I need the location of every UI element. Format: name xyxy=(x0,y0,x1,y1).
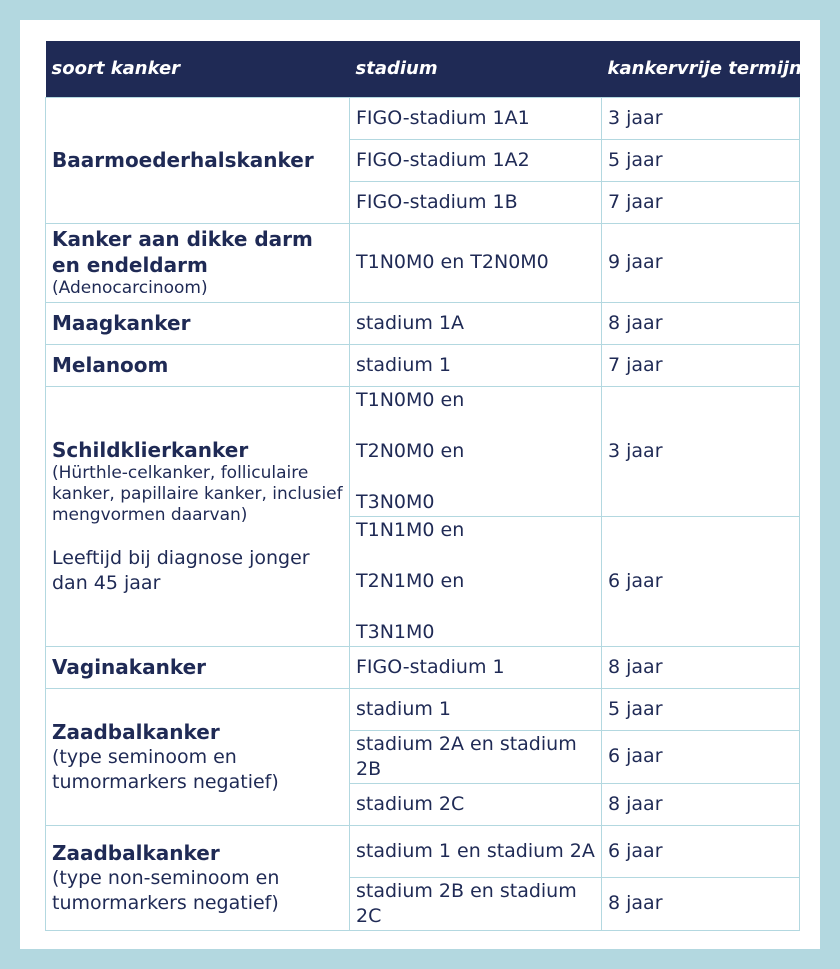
termijn-cell: 8 jaar xyxy=(602,646,800,688)
cancer-subtype: (Hürthle-celkanker, folliculaire kanker, papillaire kanker, inclusief mengvormen daarvan) xyxy=(52,462,343,525)
termijn-cell: 3 jaar xyxy=(602,97,800,139)
table-row xyxy=(46,386,800,516)
table-row xyxy=(46,302,800,344)
cancer-type-cell xyxy=(46,688,350,825)
termijn-cell: 6 jaar xyxy=(602,730,800,783)
table-row xyxy=(46,344,800,386)
cancer-name: Schildklierkanker xyxy=(52,437,249,462)
cancer-subtype: (Adenocarcinoom) xyxy=(52,278,208,298)
stadium-line: T2N0M0 en xyxy=(356,439,465,462)
cancer-name: Maagkanker xyxy=(52,311,191,335)
stadium-cell xyxy=(350,516,602,646)
header-kankervrije-termijn: kankervrije termijn xyxy=(602,41,800,97)
cancer-name: Melanoom xyxy=(52,353,169,377)
cancer-type-cell xyxy=(46,223,350,302)
cancer-subtype: (type seminoom en tumormarkers negatief) xyxy=(52,745,279,793)
header-stadium: stadium xyxy=(350,41,602,97)
termijn-cell: 5 jaar xyxy=(602,688,800,730)
stadium-cell: stadium 2A en stadium 2B xyxy=(350,730,602,783)
cancer-name: Zaadbalkanker xyxy=(52,840,220,865)
stadium-cell: stadium 1A xyxy=(350,302,602,344)
table-row xyxy=(46,223,800,302)
cancer-type-cell xyxy=(46,825,350,930)
header-soort-kanker: soort kanker xyxy=(46,41,350,97)
stadium-cell: stadium 2C xyxy=(350,783,602,825)
table-row xyxy=(46,688,800,730)
termijn-cell: 8 jaar xyxy=(602,302,800,344)
cancer-name: Baarmoederhalskanker xyxy=(52,148,314,172)
stadium-line: T3N0M0 xyxy=(356,490,435,513)
cancer-type-cell xyxy=(46,386,350,646)
stadium-line: T2N1M0 en xyxy=(356,569,465,592)
age-note: Leeftijd bij diagnose jonger dan 45 jaar xyxy=(52,546,310,594)
stadium-cell: stadium 1 xyxy=(350,344,602,386)
kankervrije-termijn-table xyxy=(45,41,800,931)
stadium-cell: FIGO-stadium 1 xyxy=(350,646,602,688)
cancer-type-cell xyxy=(46,646,350,688)
stadium-cell: FIGO-stadium 1B xyxy=(350,181,602,223)
stadium-cell xyxy=(350,386,602,516)
termijn-cell: 6 jaar xyxy=(602,825,800,877)
termijn-cell: 8 jaar xyxy=(602,783,800,825)
stadium-line: T3N1M0 xyxy=(356,620,435,643)
stadium-cell: FIGO-stadium 1A2 xyxy=(350,139,602,181)
stadium-line: T1N0M0 en xyxy=(356,388,465,411)
table-row xyxy=(46,646,800,688)
cancer-type-cell xyxy=(46,97,350,223)
cancer-subtype: (type non-seminoom en tumormarkers negatief) xyxy=(52,866,280,914)
stadium-cell: stadium 1 en stadium 2A xyxy=(350,825,602,877)
cancer-type-cell xyxy=(46,344,350,386)
termijn-cell: 3 jaar xyxy=(602,386,800,516)
cancer-type-cell xyxy=(46,302,350,344)
termijn-cell: 8 jaar xyxy=(602,877,800,930)
stadium-line: T1N1M0 en xyxy=(356,518,465,541)
termijn-cell: 7 jaar xyxy=(602,344,800,386)
stadium-cell: FIGO-stadium 1A1 xyxy=(350,97,602,139)
cancer-name: Vaginakanker xyxy=(52,655,207,679)
cancer-name: Kanker aan dikke darm en endeldarm xyxy=(52,227,313,277)
table-row xyxy=(46,825,800,877)
table-row xyxy=(46,97,800,139)
termijn-cell: 6 jaar xyxy=(602,516,800,646)
cancer-name: Zaadbalkanker xyxy=(52,719,220,744)
table-header-row xyxy=(46,41,800,97)
termijn-cell: 7 jaar xyxy=(602,181,800,223)
stadium-cell: T1N0M0 en T2N0M0 xyxy=(350,223,602,302)
termijn-cell: 5 jaar xyxy=(602,139,800,181)
termijn-cell: 9 jaar xyxy=(602,223,800,302)
stadium-cell: stadium 2B en stadium 2C xyxy=(350,877,602,930)
stadium-cell: stadium 1 xyxy=(350,688,602,730)
table-card xyxy=(20,20,820,949)
